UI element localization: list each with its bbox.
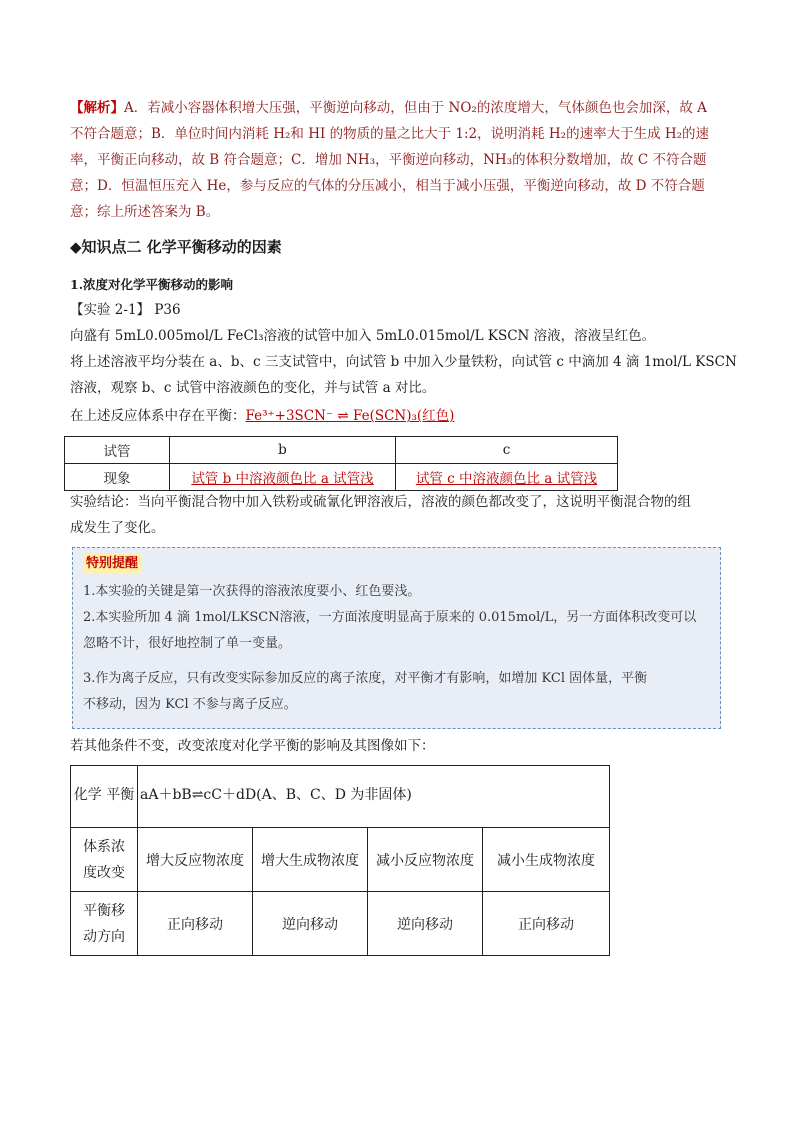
table-cell <box>170 464 396 491</box>
table-cell: 正向移动 <box>138 892 253 956</box>
section-title: ◆知识点二 化学平衡移动的因素 <box>70 238 282 256</box>
equilibrium-equation: Fe³⁺+3SCN⁻ ⇌ Fe(SCN)₃(红色) <box>245 408 455 424</box>
observation-b: 试管 b 中溶液颜色比 a 试管浅 <box>191 471 374 487</box>
analysis-text-1: A．若减小容器体积增大压强，平衡逆向移动，但由于 NO₂的浓度增大，气体颜色也会加深，故 A <box>124 100 707 116</box>
tips-title: 特别提醒 <box>83 554 141 574</box>
equilibrium-expression: aA＋bB⇌cC＋dD(A、B、C、D 为非固体) <box>138 766 610 828</box>
table-header-cell: c <box>396 437 618 464</box>
conclusion-line-1: 实验结论：当向平衡混合物中加入铁粉或硫氰化钾溶液后，溶液的颜色都改变了，这说明平衡混合物的组 <box>70 494 691 510</box>
tip-line-1: 1.本实验的关键是第一次获得的溶液浓度要小、红色要浅。 <box>83 584 421 599</box>
analysis-line-2: 不符合题意；B．单位时间内消耗 H₂和 HI 的物质的量之比大于 1:2，说明消耗 H₂的速率大于生成 H₂的速 <box>70 126 710 142</box>
analysis-line-1 <box>70 98 707 118</box>
concentration-effect-table <box>70 765 610 956</box>
table-row <box>65 437 618 464</box>
tip-line-4: 3.作为离子反应，只有改变实际参加反应的离子浓度，对平衡才有影响，如增加 KCl 固体量，平衡 <box>83 671 648 686</box>
table-cell: 增大生成物浓度 <box>253 828 368 892</box>
tip-line-5: 不移动，因为 KCl 不参与离子反应。 <box>83 697 297 712</box>
tips-box <box>72 547 721 729</box>
table-cell: 逆向移动 <box>253 892 368 956</box>
analysis-line-5: 意；综上所述答案为 B。 <box>70 204 220 220</box>
table-header-cell: 试管 <box>65 437 170 464</box>
tip-line-3: 忽略不计，很好地控制了单一变量。 <box>83 636 292 651</box>
equilibrium-line <box>70 406 454 426</box>
observation-c: 试管 c 中溶液颜色比 a 试管浅 <box>415 471 598 487</box>
experiment-label: 【实验 2-1】 P36 <box>70 302 181 318</box>
analysis-line-3: 率，平衡正向移动，故 B 符合题意；C．增加 NH₃，平衡逆向移动，NH₃的体积分数增加，故 C 不符合题 <box>70 152 707 168</box>
analysis-line-4: 意；D．恒温恒压充入 He，参与反应的气体的分压减小，相当于减小压强，平衡逆向移动，故 D 不符合题 <box>70 178 705 194</box>
experiment-line-3: 溶液，观察 b、c 试管中溶液颜色的变化，并与试管 a 对比。 <box>70 380 436 396</box>
analysis-tag: 【解析】 <box>70 100 124 116</box>
intro-line: 若其他条件不变，改变浓度对化学平衡的影响及其图像如下： <box>70 738 435 754</box>
tip-line-2: 2.本实验所加 4 滴 1mol/LKSCN溶液，一方面浓度明显高于原来的 0.015mol/L，另一方面体积改变可以 <box>83 610 697 625</box>
table-row-label: 平衡移动方向 <box>71 892 138 956</box>
table-cell: 逆向移动 <box>368 892 483 956</box>
table-cell: 现象 <box>65 464 170 491</box>
table-row <box>71 892 610 956</box>
table-cell: 减小反应物浓度 <box>368 828 483 892</box>
table-row <box>71 828 610 892</box>
subsection-title: 1.浓度对化学平衡移动的影响 <box>70 277 234 292</box>
table-row <box>65 464 618 491</box>
table-header-cell: b <box>170 437 396 464</box>
table-cell: 减小生成物浓度 <box>483 828 610 892</box>
conclusion-line-2: 成发生了变化。 <box>70 520 165 536</box>
table-row <box>71 766 610 828</box>
table-cell: 正向移动 <box>483 892 610 956</box>
table-row-label: 化学 平衡 <box>71 766 138 828</box>
observation-table <box>64 436 618 491</box>
table-cell: 增大反应物浓度 <box>138 828 253 892</box>
experiment-line-2: 将上述溶液平均分装在 a、b、c 三支试管中，向试管 b 中加入少量铁粉，向试管 c 中滴加 4 滴 1mol/L KSCN <box>70 354 737 370</box>
table-cell <box>396 464 618 491</box>
experiment-line-1: 向盛有 5mL0.005mol/L FeCl₃溶液的试管中加入 5mL0.015mol/L KSCN 溶液，溶液呈红色。 <box>70 328 656 344</box>
table-row-label: 体系浓度改变 <box>71 828 138 892</box>
equilibrium-prefix: 在上述反应体系中存在平衡： <box>70 408 246 424</box>
